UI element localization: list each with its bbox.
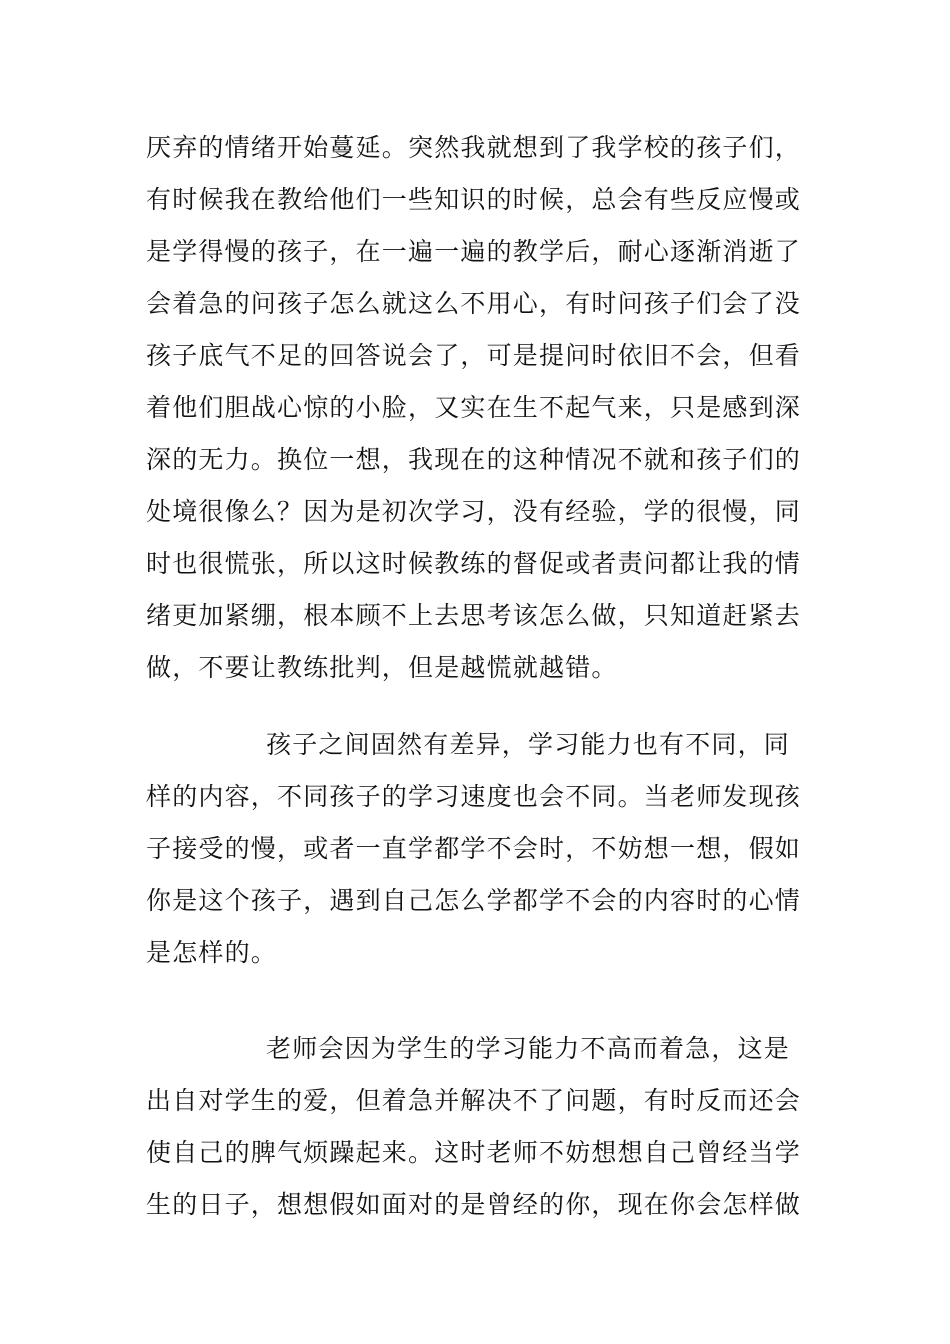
paragraph-1 [146,122,811,694]
text-line: 深的无力。换位一想，我现在的这种情况不就和孩子们的 [146,445,802,474]
text-line: 有时候我在教给他们一些知识的时候，总会有些反应慢或 [146,185,802,214]
text-line: 着他们胆战心惊的小脸，又实在生不起气来，只是感到深 [146,393,802,422]
text-line: 使自己的脾气烦躁起来。这时老师不妨想想自己曾经当学 [146,1138,802,1167]
text-line: 做，不要让教练批判，但是越慌就越错。 [146,653,618,682]
text-line: 老师会因为学生的学习能力不高而着急，这是 [266,1034,791,1063]
text-line: 出自对学生的爱，但着急并解决不了问题，有时反而还会 [146,1086,802,1115]
text-line: 是怎样的。 [146,938,278,967]
text-line: 子接受的慢，或者一直学都学不会时，不妨想一想，假如 [146,834,802,863]
text-line: 时也很慌张，所以这时候教练的督促或者责问都让我的情 [146,549,802,578]
text-line: 会着急的问孩子怎么就这么不用心，有时问孩子们会了没 [146,289,802,318]
text-line: 是学得慢的孩子，在一遍一遍的教学后，耐心逐渐消逝了 [146,237,802,266]
text-line: 孩子底气不足的回答说会了，可是提问时依旧不会，但看 [146,341,802,370]
text-line: 处境很像么？因为是初次学习，没有经验，学的很慢，同 [146,497,802,526]
text-line: 你是这个孩子，遇到自己怎么学都学不会的内容时的心情 [146,886,802,915]
text-line: 孩子之间固然有差异，学习能力也有不同，同 [266,730,791,759]
text-line: 绪更加紧绷，根本顾不上去思考该怎么做，只知道赶紧去 [146,601,802,630]
paragraph-2 [146,719,811,979]
text-line: 厌弃的情绪开始蔓延。突然我就想到了我学校的孩子们， [146,133,802,162]
text-line: 生的日子，想想假如面对的是曾经的你，现在你会怎样做 [146,1190,802,1219]
paragraph-3 [146,1023,811,1231]
text-line: 样的内容，不同孩子的学习速度也会不同。当老师发现孩 [146,782,802,811]
